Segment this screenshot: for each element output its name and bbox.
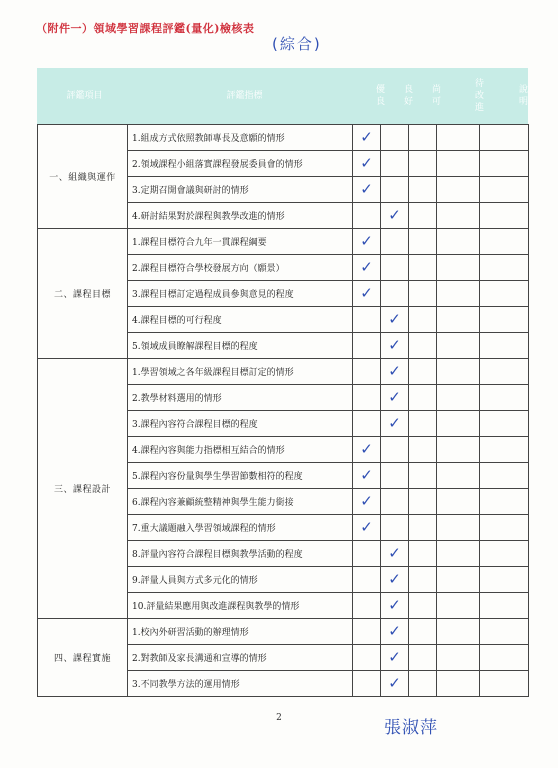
indicator-text: 8.評量內容符合課程目標與教學活動的程度 — [128, 541, 353, 567]
check-mark-icon: ✓ — [388, 388, 401, 406]
rating-cell — [480, 385, 529, 411]
rating-cell — [381, 411, 409, 437]
rating-cell — [353, 593, 381, 619]
rating-cell — [353, 385, 381, 411]
header-area: 評鑑項目 — [66, 91, 103, 101]
header-rating-improve: 待改進 — [473, 78, 483, 114]
rating-cell — [480, 437, 529, 463]
indicator-text: 10.評量結果應用與改進課程與教學的情形 — [128, 593, 353, 619]
header-rating-excellent: 優良 — [374, 84, 384, 108]
rating-cell — [381, 567, 409, 593]
rating-cell — [437, 411, 480, 437]
rating-cell — [409, 619, 437, 645]
rating-cell — [480, 359, 529, 385]
indicator-text: 3.定期召開會議與研討的情形 — [128, 177, 353, 203]
rating-cell — [437, 593, 480, 619]
rating-cell — [353, 671, 381, 697]
rating-cell — [353, 177, 381, 203]
rating-cell — [480, 255, 529, 281]
check-mark-icon: ✓ — [388, 622, 401, 640]
rating-cell — [437, 645, 480, 671]
table-header — [37, 68, 528, 124]
rating-cell — [409, 645, 437, 671]
rating-cell — [480, 515, 529, 541]
rating-cell — [353, 437, 381, 463]
rating-cell — [480, 307, 529, 333]
indicator-text: 6.課程內容兼顧統整精神與學生能力銜接 — [128, 489, 353, 515]
handwritten-note: (綜合) — [272, 35, 322, 53]
rating-cell — [437, 151, 480, 177]
indicator-text: 3.不同教學方法的運用情形 — [128, 671, 353, 697]
rating-cell — [480, 541, 529, 567]
check-mark-icon: ✓ — [388, 648, 401, 666]
rating-cell — [381, 255, 409, 281]
rating-cell — [381, 307, 409, 333]
rating-cell — [480, 151, 529, 177]
rating-cell — [381, 619, 409, 645]
rating-cell — [480, 203, 529, 229]
check-mark-icon: ✓ — [360, 492, 373, 510]
check-mark-icon: ✓ — [360, 466, 373, 484]
rating-cell — [437, 671, 480, 697]
rating-cell — [409, 203, 437, 229]
indicator-text: 1.學習領域之各年級課程目標訂定的情形 — [128, 359, 353, 385]
table-row — [38, 229, 529, 255]
rating-cell — [353, 645, 381, 671]
rating-cell — [381, 541, 409, 567]
rating-cell — [381, 671, 409, 697]
rating-cell — [353, 203, 381, 229]
header-rating-fair: 尚可 — [430, 84, 440, 108]
check-mark-icon: ✓ — [360, 258, 373, 276]
rating-cell — [480, 593, 529, 619]
check-mark-icon: ✓ — [388, 362, 401, 380]
rating-cell — [381, 593, 409, 619]
rating-cell — [381, 125, 409, 151]
rating-cell — [437, 359, 480, 385]
rating-cell — [437, 307, 480, 333]
indicator-text: 5.領域成員瞭解課程目標的程度 — [128, 333, 353, 359]
table-row — [38, 359, 529, 385]
rating-cell — [480, 411, 529, 437]
rating-cell — [409, 281, 437, 307]
rating-cell — [409, 593, 437, 619]
rating-cell — [381, 333, 409, 359]
rating-cell — [480, 645, 529, 671]
check-mark-icon: ✓ — [388, 596, 401, 614]
rating-cell — [353, 463, 381, 489]
rating-cell — [353, 619, 381, 645]
rating-cell — [437, 489, 480, 515]
rating-cell — [480, 619, 529, 645]
indicator-text: 4.課程內容與能力指標相互結合的情形 — [128, 437, 353, 463]
indicator-text: 2.對教師及家長溝通和宣導的情形 — [128, 645, 353, 671]
check-mark-icon: ✓ — [360, 232, 373, 250]
table-row — [38, 125, 529, 151]
rating-cell — [381, 437, 409, 463]
indicator-text: 1.課程目標符合九年一貫課程綱要 — [128, 229, 353, 255]
rating-cell — [353, 281, 381, 307]
indicator-text: 2.課程目標符合學校發展方向（願景） — [128, 255, 353, 281]
indicator-text: 4.課程目標的可行程度 — [128, 307, 353, 333]
rating-cell — [437, 281, 480, 307]
rating-cell — [480, 281, 529, 307]
rating-cell — [381, 385, 409, 411]
rating-cell — [437, 463, 480, 489]
rating-cell — [353, 125, 381, 151]
rating-cell — [409, 307, 437, 333]
rating-cell — [409, 515, 437, 541]
rating-cell — [480, 177, 529, 203]
rating-cell — [437, 255, 480, 281]
rating-cell — [381, 489, 409, 515]
check-mark-icon: ✓ — [388, 570, 401, 588]
indicator-text: 2.領域課程小組落實課程發展委員會的情形 — [128, 151, 353, 177]
check-mark-icon: ✓ — [388, 414, 401, 432]
rating-cell — [437, 437, 480, 463]
rating-cell — [409, 411, 437, 437]
rating-cell — [409, 359, 437, 385]
rating-cell — [437, 177, 480, 203]
rating-cell — [437, 385, 480, 411]
section-label: 三、課程設計 — [38, 359, 128, 619]
header-indicator: 評鑑指標 — [226, 91, 263, 101]
rating-cell — [381, 359, 409, 385]
rating-cell — [409, 333, 437, 359]
rating-cell — [437, 515, 480, 541]
check-mark-icon: ✓ — [360, 284, 373, 302]
indicator-text: 9.評量人員與方式多元化的情形 — [128, 567, 353, 593]
header-rating-good: 良好 — [402, 84, 412, 108]
header-notes: 說明 — [517, 84, 527, 108]
rating-cell — [480, 125, 529, 151]
rating-cell — [353, 489, 381, 515]
indicator-text: 7.重大議題融入學習領域課程的情形 — [128, 515, 353, 541]
rating-cell — [381, 463, 409, 489]
rating-cell — [480, 671, 529, 697]
table-row — [38, 619, 529, 645]
rating-cell — [381, 515, 409, 541]
rating-cell — [381, 177, 409, 203]
rating-cell — [409, 671, 437, 697]
rating-cell — [353, 411, 381, 437]
section-label: 二、課程目標 — [38, 229, 128, 359]
check-mark-icon: ✓ — [360, 128, 373, 146]
signature: 張淑萍 — [384, 718, 438, 738]
rating-cell — [409, 385, 437, 411]
rating-cell — [409, 463, 437, 489]
rating-cell — [437, 541, 480, 567]
check-mark-icon: ✓ — [388, 544, 401, 562]
check-mark-icon: ✓ — [388, 310, 401, 328]
check-mark-icon: ✓ — [360, 154, 373, 172]
page-number: 2 — [276, 713, 282, 723]
rating-cell — [480, 489, 529, 515]
rating-cell — [409, 567, 437, 593]
indicator-text: 3.課程內容符合課程目標的程度 — [128, 411, 353, 437]
rating-cell — [353, 359, 381, 385]
rating-cell — [480, 333, 529, 359]
rating-cell — [353, 541, 381, 567]
rating-cell — [437, 333, 480, 359]
rating-cell — [409, 151, 437, 177]
rating-cell — [437, 619, 480, 645]
check-mark-icon: ✓ — [360, 518, 373, 536]
indicator-text: 3.課程目標訂定過程成員參與意見的程度 — [128, 281, 353, 307]
check-mark-icon: ✓ — [360, 440, 373, 458]
rating-cell — [409, 125, 437, 151]
indicator-text: 4.研討結果對於課程與教學改進的情形 — [128, 203, 353, 229]
evaluation-table — [37, 124, 529, 697]
rating-cell — [480, 567, 529, 593]
rating-cell — [353, 229, 381, 255]
rating-cell — [353, 151, 381, 177]
rating-cell — [437, 203, 480, 229]
rating-cell — [409, 437, 437, 463]
rating-cell — [381, 229, 409, 255]
rating-cell — [353, 567, 381, 593]
rating-cell — [409, 541, 437, 567]
check-mark-icon: ✓ — [388, 206, 401, 224]
rating-cell — [480, 229, 529, 255]
rating-cell — [409, 229, 437, 255]
rating-cell — [409, 177, 437, 203]
rating-cell — [437, 567, 480, 593]
section-label: 四、課程實施 — [38, 619, 128, 697]
check-mark-icon: ✓ — [388, 674, 401, 692]
indicator-text: 2.教學材料選用的情形 — [128, 385, 353, 411]
check-mark-icon: ✓ — [360, 180, 373, 198]
rating-cell — [353, 307, 381, 333]
indicator-text: 1.校內外研習活動的辦理情形 — [128, 619, 353, 645]
rating-cell — [353, 515, 381, 541]
rating-cell — [353, 255, 381, 281]
check-mark-icon: ✓ — [388, 336, 401, 354]
rating-cell — [381, 645, 409, 671]
rating-cell — [353, 333, 381, 359]
indicator-text: 5.課程內容份量與學生學習節數相符的程度 — [128, 463, 353, 489]
rating-cell — [437, 125, 480, 151]
rating-cell — [381, 281, 409, 307]
rating-cell — [381, 151, 409, 177]
rating-cell — [409, 489, 437, 515]
indicator-text: 1.組成方式依照教師專長及意願的情形 — [128, 125, 353, 151]
page-title: （附件一）領域學習課程評鑑(量化)檢核表 — [36, 22, 255, 35]
rating-cell — [480, 463, 529, 489]
rating-cell — [381, 203, 409, 229]
rating-cell — [437, 229, 480, 255]
section-label: 一、組織與運作 — [38, 125, 128, 229]
rating-cell — [409, 255, 437, 281]
